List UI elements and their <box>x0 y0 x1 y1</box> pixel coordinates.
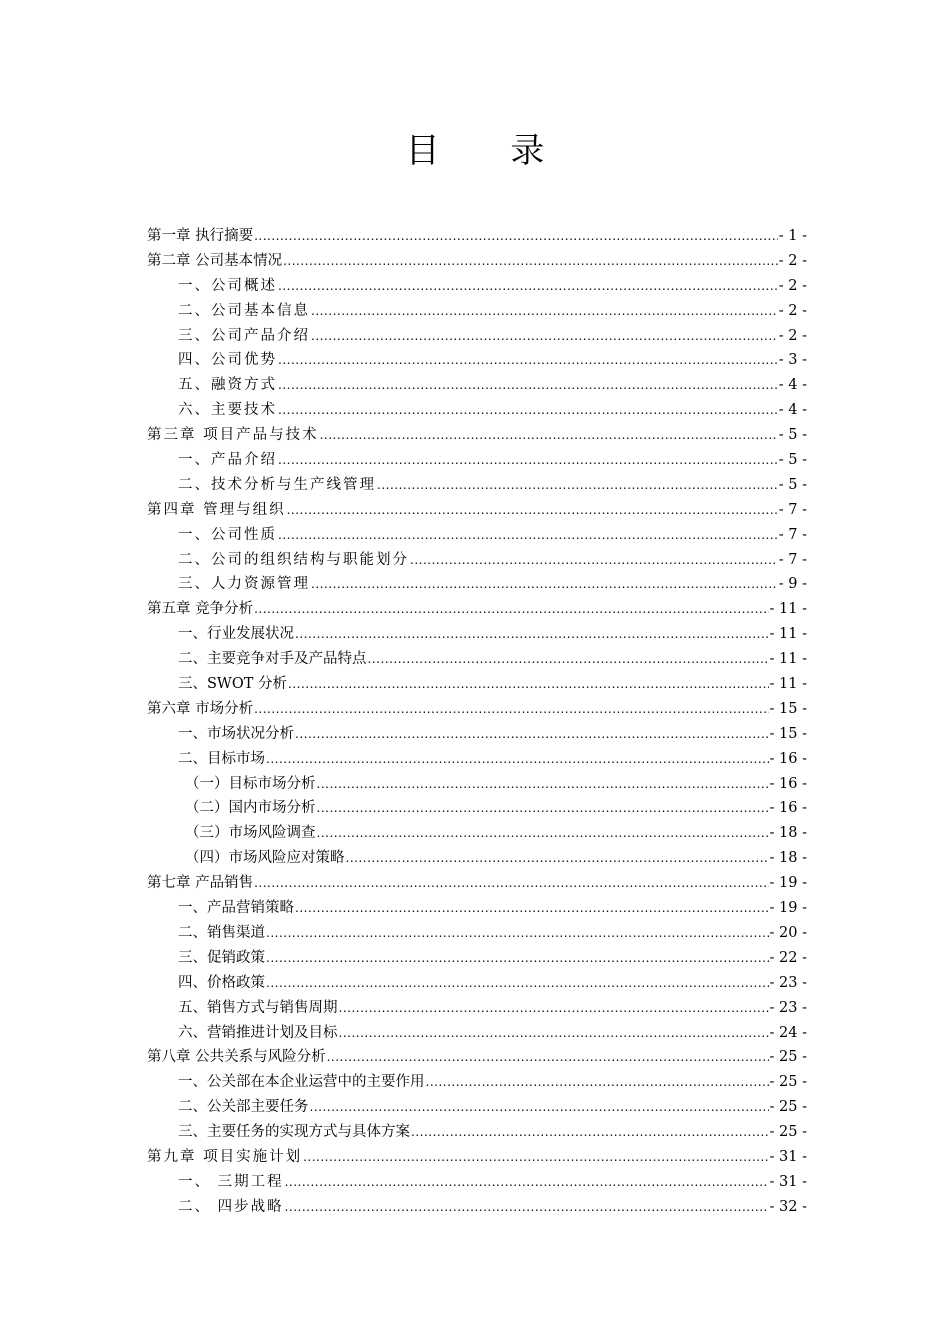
toc-entry-page-number: - 5 - <box>778 476 807 493</box>
toc-entry-label: 二、公司的组织结构与职能划分 <box>178 551 409 568</box>
toc-entry[interactable] <box>147 1145 807 1170</box>
toc-entry-label: （三）市场风险调查 <box>185 825 316 842</box>
toc-entry-page-number: - 24 - <box>769 1024 807 1041</box>
toc-entry[interactable] <box>147 423 807 448</box>
toc-entry[interactable] <box>147 821 807 846</box>
toc-entry-label: 一、产品介绍 <box>178 452 277 469</box>
toc-entry-page-number: - 3 - <box>778 352 807 369</box>
toc-entry[interactable] <box>147 1045 807 1070</box>
dot-leader <box>278 398 778 423</box>
dot-leader <box>339 1021 769 1046</box>
toc-entry-label: 一、产品营销策略 <box>178 900 294 917</box>
toc-entry[interactable] <box>147 921 807 946</box>
toc-entry-page-number: - 11 - <box>769 626 807 643</box>
toc-entry-label: 二、目标市场 <box>178 750 265 767</box>
dot-leader <box>311 324 778 349</box>
dot-leader <box>254 224 778 249</box>
dot-leader <box>278 274 778 299</box>
toc-entry-label: （二）国内市场分析 <box>185 800 316 817</box>
toc-entry[interactable] <box>147 1021 807 1046</box>
toc-entry[interactable] <box>147 299 807 324</box>
toc-entry-page-number: - 31 - <box>769 1173 807 1190</box>
dot-leader <box>310 1095 769 1120</box>
dot-leader <box>303 1145 768 1170</box>
dot-leader <box>285 1170 769 1195</box>
toc-entry-label: 第九章 项目实施计划 <box>147 1148 303 1165</box>
dot-leader <box>317 772 769 797</box>
dot-leader <box>411 1120 769 1145</box>
dot-leader <box>266 921 769 946</box>
toc-entry-label: 三、SWOT 分析 <box>178 676 288 693</box>
toc-entry-page-number: - 5 - <box>778 452 807 469</box>
toc-entry[interactable] <box>147 548 807 573</box>
toc-entry-page-number: - 25 - <box>769 1124 807 1141</box>
dot-leader <box>317 796 769 821</box>
toc-entry-page-number: - 16 - <box>769 775 807 792</box>
dot-leader <box>295 722 769 747</box>
toc-entry-label: （四）市场风险应对策略 <box>185 850 345 867</box>
toc-entry-label: 二、公司基本信息 <box>178 302 310 319</box>
toc-entry-page-number: - 22 - <box>769 949 807 966</box>
dot-leader <box>278 348 778 373</box>
toc-entry-label: 六、营销推进计划及目标 <box>178 1024 338 1041</box>
toc-entry-label: 四、公司优势 <box>178 352 277 369</box>
toc-entry-page-number: - 2 - <box>778 252 807 269</box>
toc-entry-label: 四、价格政策 <box>178 974 265 991</box>
toc-entry[interactable] <box>147 722 807 747</box>
toc-entry-label: 二、技术分析与生产线管理 <box>178 476 376 493</box>
toc-entry-page-number: - 25 - <box>769 1099 807 1116</box>
dot-leader <box>295 622 769 647</box>
dot-leader <box>266 946 769 971</box>
toc-entry[interactable] <box>147 348 807 373</box>
toc-entry[interactable] <box>147 398 807 423</box>
toc-entry-label: （一）目标市场分析 <box>185 775 316 792</box>
toc-entry-page-number: - 18 - <box>769 825 807 842</box>
toc-entry-page-number: - 15 - <box>769 725 807 742</box>
dot-leader <box>368 647 769 672</box>
toc-entry[interactable] <box>147 622 807 647</box>
dot-leader <box>320 423 778 448</box>
dot-leader <box>346 846 769 871</box>
toc-entry-label: 第四章 管理与组织 <box>147 501 286 518</box>
toc-entry-page-number: - 31 - <box>769 1148 807 1165</box>
toc-entry-label: 三、促销政策 <box>178 949 265 966</box>
toc-entry[interactable] <box>147 523 807 548</box>
toc-entry-page-number: - 19 - <box>769 900 807 917</box>
toc-entry[interactable] <box>147 971 807 996</box>
toc-entry[interactable] <box>147 274 807 299</box>
toc-entry-label: 第七章 产品销售 <box>147 875 254 892</box>
toc-entry-label: 二、主要竞争对手及产品特点 <box>178 651 367 668</box>
dot-leader <box>278 523 778 548</box>
toc-entry-label: 第八章 公共关系与风险分析 <box>147 1049 326 1066</box>
toc-entry-label: 第六章 市场分析 <box>147 700 254 717</box>
toc-entry-page-number: - 4 - <box>778 402 807 419</box>
toc-entry[interactable] <box>147 1070 807 1095</box>
toc-entry[interactable] <box>147 996 807 1021</box>
toc-entry-label: 三、人力资源管理 <box>178 576 310 593</box>
dot-leader <box>327 1045 769 1070</box>
dot-leader <box>311 299 778 324</box>
toc-entry-page-number: - 7 - <box>778 526 807 543</box>
toc-entry[interactable] <box>147 1095 807 1120</box>
toc-entry-label: 五、销售方式与销售周期 <box>178 999 338 1016</box>
toc-entry[interactable] <box>147 1195 807 1220</box>
toc-entry-page-number: - 1 - <box>778 228 807 244</box>
table-of-contents <box>147 224 807 1220</box>
toc-entry-label: 一、 三期工程 <box>178 1173 284 1190</box>
toc-entry[interactable] <box>147 572 807 597</box>
dot-leader <box>254 697 768 722</box>
toc-entry[interactable] <box>147 946 807 971</box>
toc-entry-page-number: - 5 - <box>778 427 807 444</box>
dot-leader <box>254 597 768 622</box>
toc-entry-page-number: - 18 - <box>769 850 807 867</box>
toc-entry-page-number: - 25 - <box>769 1074 807 1091</box>
page-title: 目 录 <box>405 131 575 171</box>
toc-entry-page-number: - 2 - <box>778 327 807 344</box>
toc-entry[interactable] <box>147 224 807 249</box>
toc-entry-page-number: - 2 - <box>778 302 807 319</box>
toc-entry-page-number: - 16 - <box>769 800 807 817</box>
toc-entry-label: 一、公关部在本企业运营中的主要作用 <box>178 1074 425 1091</box>
toc-entry-page-number: - 11 - <box>769 676 807 693</box>
dot-leader <box>278 373 778 398</box>
dot-leader <box>288 672 769 697</box>
toc-entry[interactable] <box>147 697 807 722</box>
toc-entry-page-number: - 23 - <box>769 974 807 991</box>
toc-entry[interactable] <box>147 647 807 672</box>
toc-entry-label: 第二章 公司基本情况 <box>147 252 283 269</box>
dot-leader <box>278 448 778 473</box>
dot-leader <box>285 1195 769 1220</box>
toc-entry-label: 一、市场状况分析 <box>178 725 294 742</box>
toc-entry-label: 二、公关部主要任务 <box>178 1099 309 1116</box>
dot-leader <box>266 971 769 996</box>
toc-entry-label: 三、主要任务的实现方式与具体方案 <box>178 1124 410 1141</box>
toc-entry-page-number: - 11 - <box>769 651 807 668</box>
dot-leader <box>287 498 778 523</box>
toc-entry-label: 第五章 竞争分析 <box>147 601 254 618</box>
toc-entry-page-number: - 2 - <box>778 277 807 294</box>
toc-entry-page-number: - 9 - <box>778 576 807 593</box>
toc-entry-label: 第一章 执行摘要 <box>147 228 254 244</box>
toc-entry[interactable] <box>147 846 807 871</box>
toc-entry[interactable] <box>147 871 807 896</box>
toc-entry-page-number: - 25 - <box>769 1049 807 1066</box>
toc-entry-page-number: - 20 - <box>769 924 807 941</box>
toc-entry-label: 一、行业发展状况 <box>178 626 294 643</box>
toc-entry[interactable] <box>147 473 807 498</box>
toc-entry-page-number: - 15 - <box>769 700 807 717</box>
toc-entry[interactable] <box>147 498 807 523</box>
toc-entry[interactable] <box>147 373 807 398</box>
dot-leader <box>311 572 778 597</box>
toc-entry-page-number: - 23 - <box>769 999 807 1016</box>
dot-leader <box>410 548 778 573</box>
toc-entry[interactable] <box>147 747 807 772</box>
toc-entry-label: 第三章 项目产品与技术 <box>147 427 319 444</box>
toc-entry-page-number: - 7 - <box>778 551 807 568</box>
dot-leader <box>254 871 768 896</box>
toc-entry[interactable] <box>147 448 807 473</box>
toc-entry[interactable] <box>147 597 807 622</box>
toc-entry-label: 三、公司产品介绍 <box>178 327 310 344</box>
toc-entry-label: 一、公司性质 <box>178 526 277 543</box>
toc-entry[interactable] <box>147 772 807 797</box>
toc-entry-label: 二、销售渠道 <box>178 924 265 941</box>
toc-entry-page-number: - 19 - <box>769 875 807 892</box>
toc-entry-label: 五、融资方式 <box>178 377 277 394</box>
toc-entry-page-number: - 32 - <box>769 1198 807 1215</box>
toc-entry[interactable] <box>147 896 807 921</box>
toc-entry[interactable] <box>147 672 807 697</box>
dot-leader <box>317 821 769 846</box>
dot-leader <box>266 747 769 772</box>
dot-leader <box>283 249 778 274</box>
toc-entry[interactable] <box>147 1120 807 1145</box>
dot-leader <box>339 996 769 1021</box>
toc-entry-label: 一、公司概述 <box>178 277 277 294</box>
toc-entry[interactable] <box>147 796 807 821</box>
dot-leader <box>426 1070 769 1095</box>
toc-entry-page-number: - 11 - <box>769 601 807 618</box>
toc-entry-label: 二、 四步战略 <box>178 1198 284 1215</box>
toc-entry-page-number: - 7 - <box>778 501 807 518</box>
toc-entry[interactable] <box>147 249 807 274</box>
toc-entry-page-number: - 4 - <box>778 377 807 394</box>
toc-entry[interactable] <box>147 1170 807 1195</box>
dot-leader <box>295 896 769 921</box>
toc-entry-label: 六、主要技术 <box>178 402 277 419</box>
toc-entry-page-number: - 16 - <box>769 750 807 767</box>
dot-leader <box>377 473 778 498</box>
toc-entry[interactable] <box>147 324 807 349</box>
